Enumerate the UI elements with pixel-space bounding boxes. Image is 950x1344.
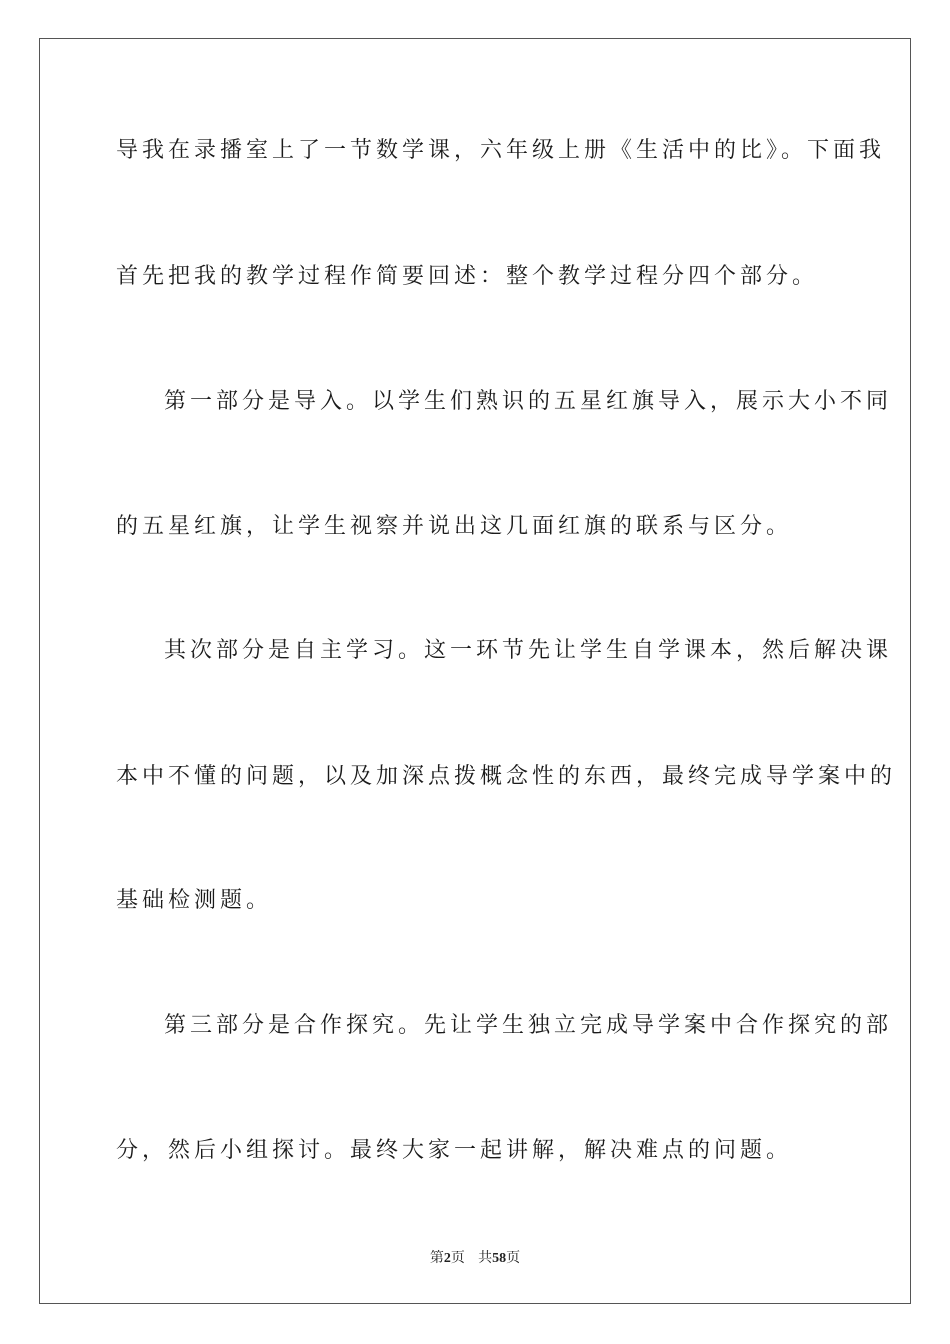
paragraph-line: 基础检测题。 xyxy=(116,888,273,913)
total-pages: 58 xyxy=(492,1251,507,1266)
page-suffix: 页 xyxy=(450,1250,465,1266)
page-footer xyxy=(0,1247,950,1267)
paragraph-line: 第三部分是合作探究。先让学生独立完成导学案中合作探究的部 xyxy=(164,1013,893,1038)
page-prefix: 第 xyxy=(429,1250,444,1266)
paragraph-line: 首先把我的教学过程作简要回述：整个教学过程分四个部分。 xyxy=(116,264,819,289)
paragraph-line: 第一部分是导入。以学生们熟识的五星红旗导入，展示大小不同 xyxy=(164,389,893,414)
page-number: 2 xyxy=(443,1251,451,1266)
total-prefix: 共 xyxy=(478,1250,493,1266)
paragraph-line: 本中不懂的问题，以及加深点拨概念性的东西，最终完成导学案中的 xyxy=(116,764,897,789)
paragraph-line: 分，然后小组探讨。最终大家一起讲解，解决难点的问题。 xyxy=(116,1138,793,1163)
paragraph-line: 的五星红旗，让学生视察并说出这几面红旗的联系与区分。 xyxy=(116,514,793,539)
total-suffix: 页 xyxy=(506,1250,521,1266)
paragraph-line: 其次部分是自主学习。这一环节先让学生自学课本，然后解决课 xyxy=(164,638,893,663)
page-frame xyxy=(39,38,911,1304)
paragraph-line: 导我在录播室上了一节数学课，六年级上册《生活中的比》。下面我 xyxy=(116,138,886,163)
